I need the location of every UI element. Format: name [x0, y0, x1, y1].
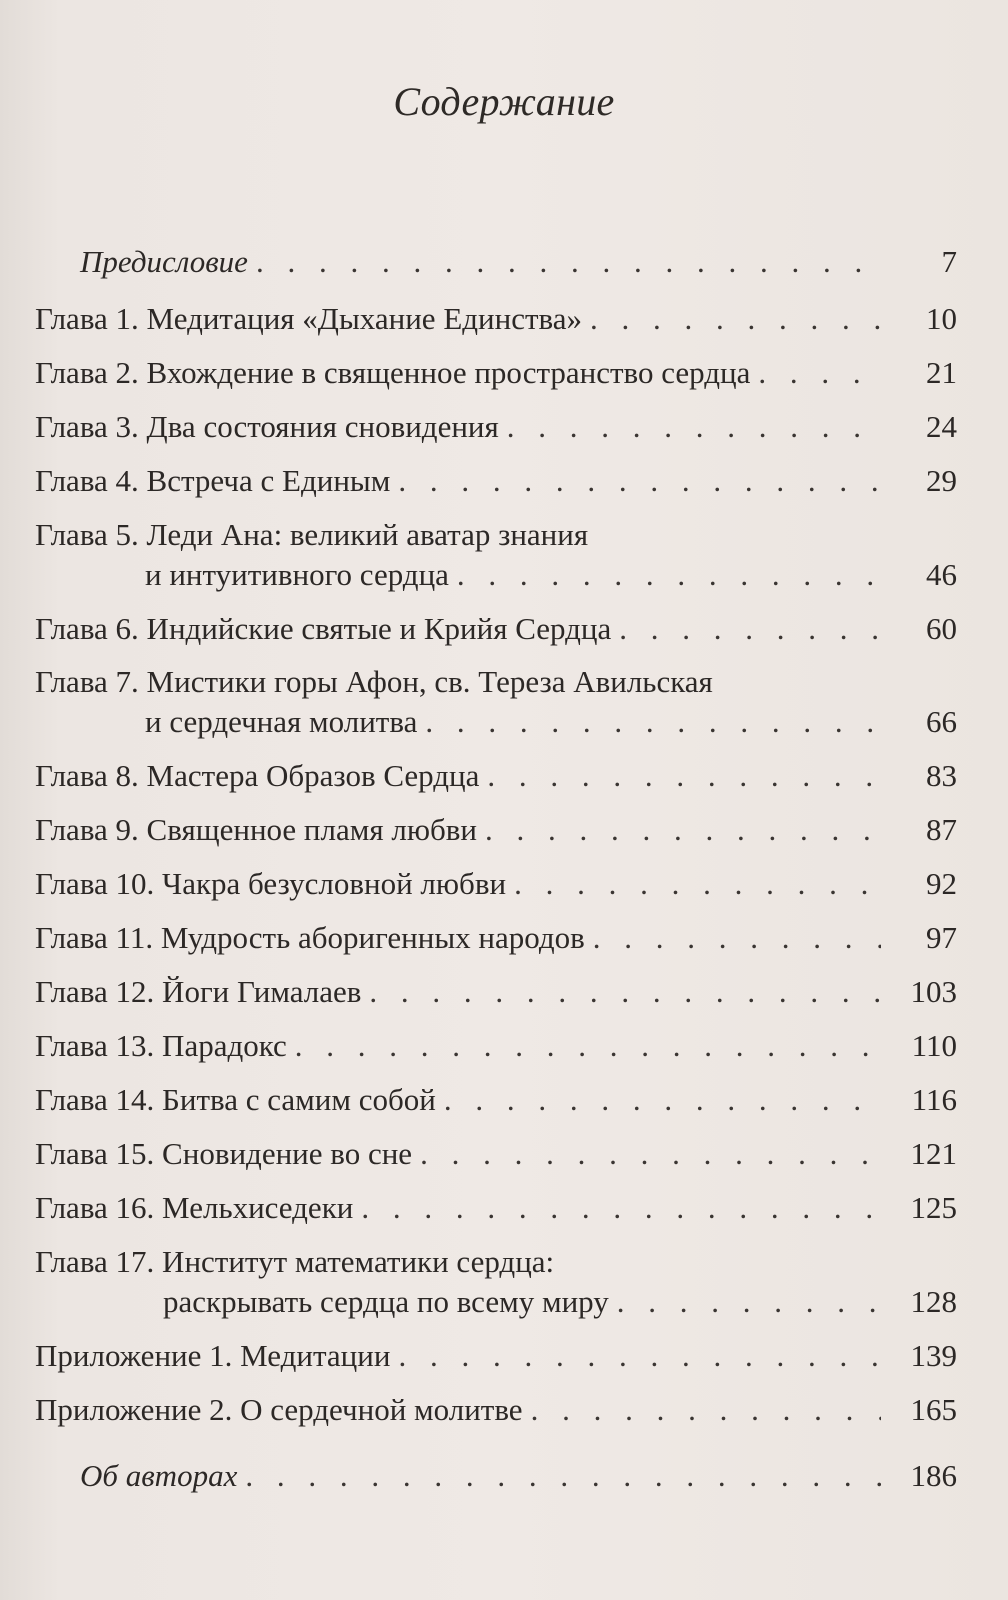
dot-leader	[420, 1134, 881, 1174]
dot-leader	[487, 756, 881, 796]
toc-entry-label: Глава 8. Мастера Образов Сердца	[35, 758, 480, 793]
toc-entry-chapter-15	[35, 1134, 957, 1174]
toc-entry-page: 116	[911, 1082, 957, 1117]
toc-entry-chapter-3	[35, 407, 957, 447]
dot-leader	[514, 864, 881, 904]
toc-entry-label: Глава 3. Два состояния сновидения	[35, 409, 499, 444]
toc-entry-label: Глава 13. Парадокс	[35, 1028, 287, 1063]
toc-entry-page: 125	[910, 1190, 957, 1225]
toc-entry-label: Глава 10. Чакра безусловной любви	[35, 866, 507, 901]
toc-entry-chapter-1	[35, 299, 957, 339]
toc-entry-chapter-6	[35, 609, 957, 649]
dot-leader	[531, 1390, 881, 1430]
toc-entry-label: Глава 11. Мудрость аборигенных народов	[35, 920, 585, 955]
dot-leader	[444, 1080, 881, 1120]
dot-leader	[256, 242, 881, 282]
toc-entry-label-continued: и сердечная молитва	[145, 704, 418, 739]
toc-entry-page: 121	[910, 1136, 957, 1171]
toc-entry-chapter-4	[35, 461, 957, 501]
dot-leader	[619, 609, 881, 649]
toc-entry-page: 87	[926, 812, 957, 847]
dot-leader	[617, 1282, 881, 1322]
toc-entry-page: 21	[926, 355, 957, 390]
toc-entry-page: 60	[926, 611, 957, 646]
toc-entry-chapter-5-line2	[145, 555, 957, 595]
toc-entry-page: 10	[926, 301, 957, 336]
toc-entry-chapter-14	[35, 1080, 957, 1120]
dot-leader	[758, 353, 881, 393]
dot-leader	[245, 1456, 881, 1496]
toc-entry-page: 46	[926, 557, 957, 592]
toc-entry-chapter-13	[35, 1026, 957, 1066]
toc-entry-page: 186	[910, 1458, 957, 1493]
toc-entry-label: Глава 6. Индийские святые и Крийя Сердца	[35, 611, 612, 646]
toc-entry-label: Глава 12. Йоги Гималаев	[35, 974, 362, 1009]
dot-leader	[398, 461, 881, 501]
toc-entry-chapter-5-line1	[35, 515, 957, 555]
toc-entry-chapter-12	[35, 972, 957, 1012]
toc-entry-page: 165	[910, 1392, 957, 1427]
dot-leader	[590, 299, 881, 339]
toc-entry-chapter-16	[35, 1188, 957, 1228]
toc-entry-preface	[80, 242, 957, 282]
toc-entry-chapter-8	[35, 756, 957, 796]
toc-entry-label: Приложение 1. Медитации	[35, 1338, 391, 1373]
dot-leader	[398, 1336, 881, 1376]
toc-entry-label: Глава 2. Вхождение в священное пространство сердца	[35, 355, 751, 390]
toc-entry-page: 92	[926, 866, 957, 901]
toc-entry-label: Приложение 2. О сердечной молитве	[35, 1392, 523, 1427]
dot-leader	[361, 1188, 881, 1228]
toc-entry-label: Глава 4. Встреча с Единым	[35, 463, 391, 498]
toc-entry-page: 83	[926, 758, 957, 793]
toc-entry-page: 139	[910, 1338, 957, 1373]
toc-entry-appendix-2	[35, 1390, 957, 1430]
toc-entry-appendix-1	[35, 1336, 957, 1376]
toc-entry-chapter-7-line2	[145, 702, 957, 742]
toc-entry-label: Глава 5. Леди Ана: великий аватар знания	[35, 517, 589, 552]
toc-entry-chapter-11	[35, 918, 957, 958]
toc-entry-label-continued: и интуитивного сердца	[145, 557, 449, 592]
dot-leader	[295, 1026, 881, 1066]
toc-entry-chapter-17-line1	[35, 1242, 957, 1282]
toc-entry-chapter-7-line1	[35, 662, 957, 702]
toc-entry-chapter-2	[35, 353, 957, 393]
toc-entry-page: 103	[910, 974, 957, 1009]
dot-leader	[485, 810, 881, 850]
dot-leader	[457, 555, 881, 595]
toc-entry-label: Глава 15. Сновидение во сне	[35, 1136, 413, 1171]
toc-entry-page: 24	[926, 409, 957, 444]
toc-entry-label: Глава 1. Медитация «Дыхание Единства»	[35, 301, 582, 336]
toc-entry-page: 110	[911, 1028, 957, 1063]
toc-entry-label: Глава 7. Мистики горы Афон, св. Тереза Авильская	[35, 664, 713, 699]
toc-entry-about-authors	[80, 1456, 957, 1496]
toc-entry-chapter-9	[35, 810, 957, 850]
toc-entry-page: 66	[926, 704, 957, 739]
toc-entry-label: Глава 9. Священное пламя любви	[35, 812, 477, 847]
toc-entry-label: Предисловие	[80, 244, 248, 279]
dot-leader	[425, 702, 881, 742]
dot-leader	[369, 972, 881, 1012]
toc-entry-label: Об авторах	[80, 1458, 238, 1493]
toc-entry-label: Глава 16. Мельхиседеки	[35, 1190, 354, 1225]
toc-entry-label: Глава 14. Битва с самим собой	[35, 1082, 436, 1117]
toc-entry-chapter-17-line2	[163, 1282, 957, 1322]
page-title: Содержание	[393, 79, 615, 124]
dot-leader	[507, 407, 881, 447]
toc-entry-chapter-10	[35, 864, 957, 904]
toc-entry-label-continued: раскрывать сердца по всему миру	[163, 1284, 609, 1319]
dot-leader	[593, 918, 881, 958]
toc-entry-page: 7	[941, 244, 957, 279]
toc-entry-page: 97	[926, 920, 957, 955]
toc-entry-page: 29	[926, 463, 957, 498]
toc-entry-page: 128	[910, 1284, 957, 1319]
toc-entry-label: Глава 17. Институт математики сердца:	[35, 1244, 555, 1279]
